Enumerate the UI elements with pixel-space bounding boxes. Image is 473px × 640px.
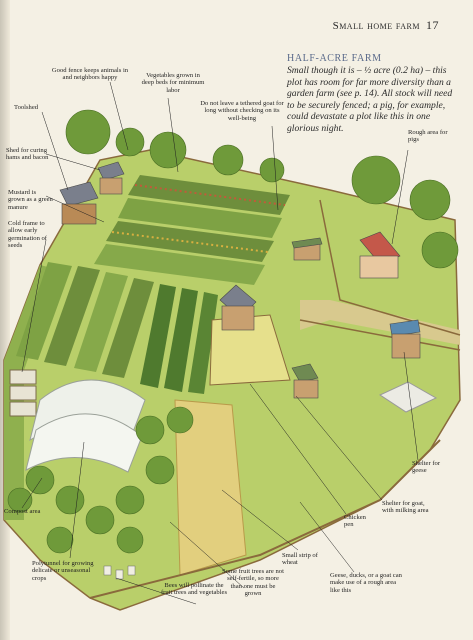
page-number: 17 bbox=[426, 18, 439, 32]
label-mustard: Mustard is grown as a green manure bbox=[8, 189, 53, 211]
label-tethered-goat: Do not leave a tethered goat for long without checking on its well-being bbox=[200, 100, 284, 122]
running-head bbox=[333, 18, 439, 33]
label-shed-curing: Shed for curing hams and bacon bbox=[6, 147, 49, 162]
cold-frames bbox=[10, 370, 36, 416]
label-cold-frame: Cold frame to allow early germination of seeds bbox=[8, 220, 48, 250]
label-polytunnel: Polytunnel for growing delicate or unseasonal crops bbox=[32, 560, 94, 582]
label-shelter-goat: Shelter for goat, with milking area bbox=[382, 500, 429, 515]
label-bees: Bees will pollinate the fruit trees and vegetables bbox=[160, 582, 228, 597]
label-shelter-geese: Shelter for geese bbox=[412, 460, 441, 475]
label-chicken-pen: Chicken pen bbox=[344, 514, 366, 529]
label-toolshed: Toolshed bbox=[14, 104, 39, 111]
label-compost: Compost area bbox=[4, 508, 41, 515]
label-rough-area-pigs: Rough area for pigs bbox=[408, 129, 448, 144]
running-head-title: Small home farm bbox=[332, 20, 420, 32]
label-good-fence: Good fence keeps animals in and neighbors happy bbox=[51, 67, 129, 82]
label-strip-wheat: Small strip of wheat bbox=[282, 552, 318, 567]
label-vegetables-deep-beds: Vegetables grown in deep beds for minimum labor bbox=[141, 72, 205, 94]
label-fruit-trees: Some fruit trees are not self-fertile, so more than one must be grown bbox=[222, 568, 284, 598]
caption-body: Small though it is – ½ acre (0.2 ha) – this plot has room for far more diversity than a garden farm (see p. 14). All stock will need to be securely fenced; a pig, for example, could devastate a plot like this in one glorious night. bbox=[287, 65, 453, 134]
label-geese-ducks: Geese, ducks, or a goat can make use of a rough area like this bbox=[330, 572, 402, 594]
caption-title: HALF-ACRE FARM bbox=[287, 53, 382, 64]
caption-block bbox=[287, 53, 462, 135]
